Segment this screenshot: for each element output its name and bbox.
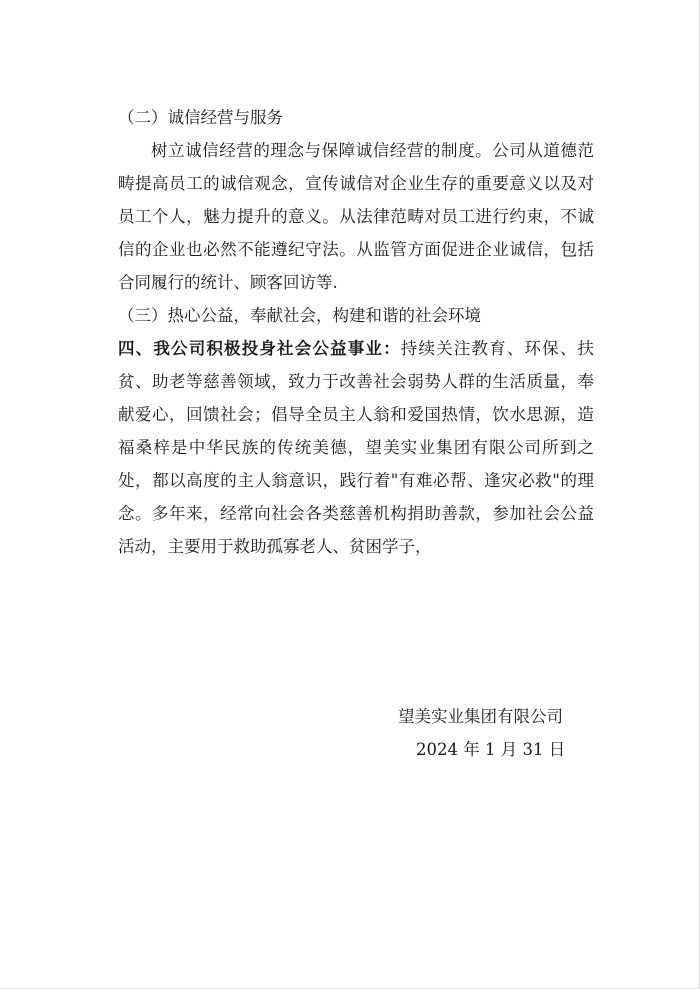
charity-text: 持续关注教育、环保、扶贫、助老等慈善领域，致力于改善社会弱势人群的生活质量，奉献爱心，回馈社会；倡导全员主人翁和爱国热情，饮水思源，造福桑梓是中华民族的传统美德，望美实业集团有限公司所到之处，都以高度的主人翁意识，践行着"有难必帮、逢灾必救"的理念。多年来，经常向社会各类慈善机构捐助善款，参加社会公益活动，主要用于救助孤寡老人、贫困学子， (118, 339, 595, 556)
section-title-charity: 四、我公司积极投身社会公益事业： (118, 339, 401, 358)
section-heading-public-welfare: （三）热心公益，奉献社会，构建和谐的社会环境 (118, 306, 481, 325)
signature-block (398, 700, 565, 766)
document-body (118, 101, 594, 563)
paragraph-integrity: 树立诚信经营的理念与保障诚信经营的制度。公司从道德范畴提高员工的诚信观念，宣传诚信对企业生存的重要意义以及对员工个人，魅力提升的意义。从法律范畴对员工进行约束，不诚信的企业也必然不能遵纪守法。从监管方面促进企业诚信，包括合同履行的统计、顾客回访等. (118, 141, 594, 292)
section-heading-integrity: （二）诚信经营与服务 (118, 108, 283, 127)
signature-date: 2024 年 1 月 31 日 (416, 740, 566, 759)
signature-company: 望美实业集团有限公司 (398, 707, 563, 726)
paragraph-charity (118, 332, 594, 563)
